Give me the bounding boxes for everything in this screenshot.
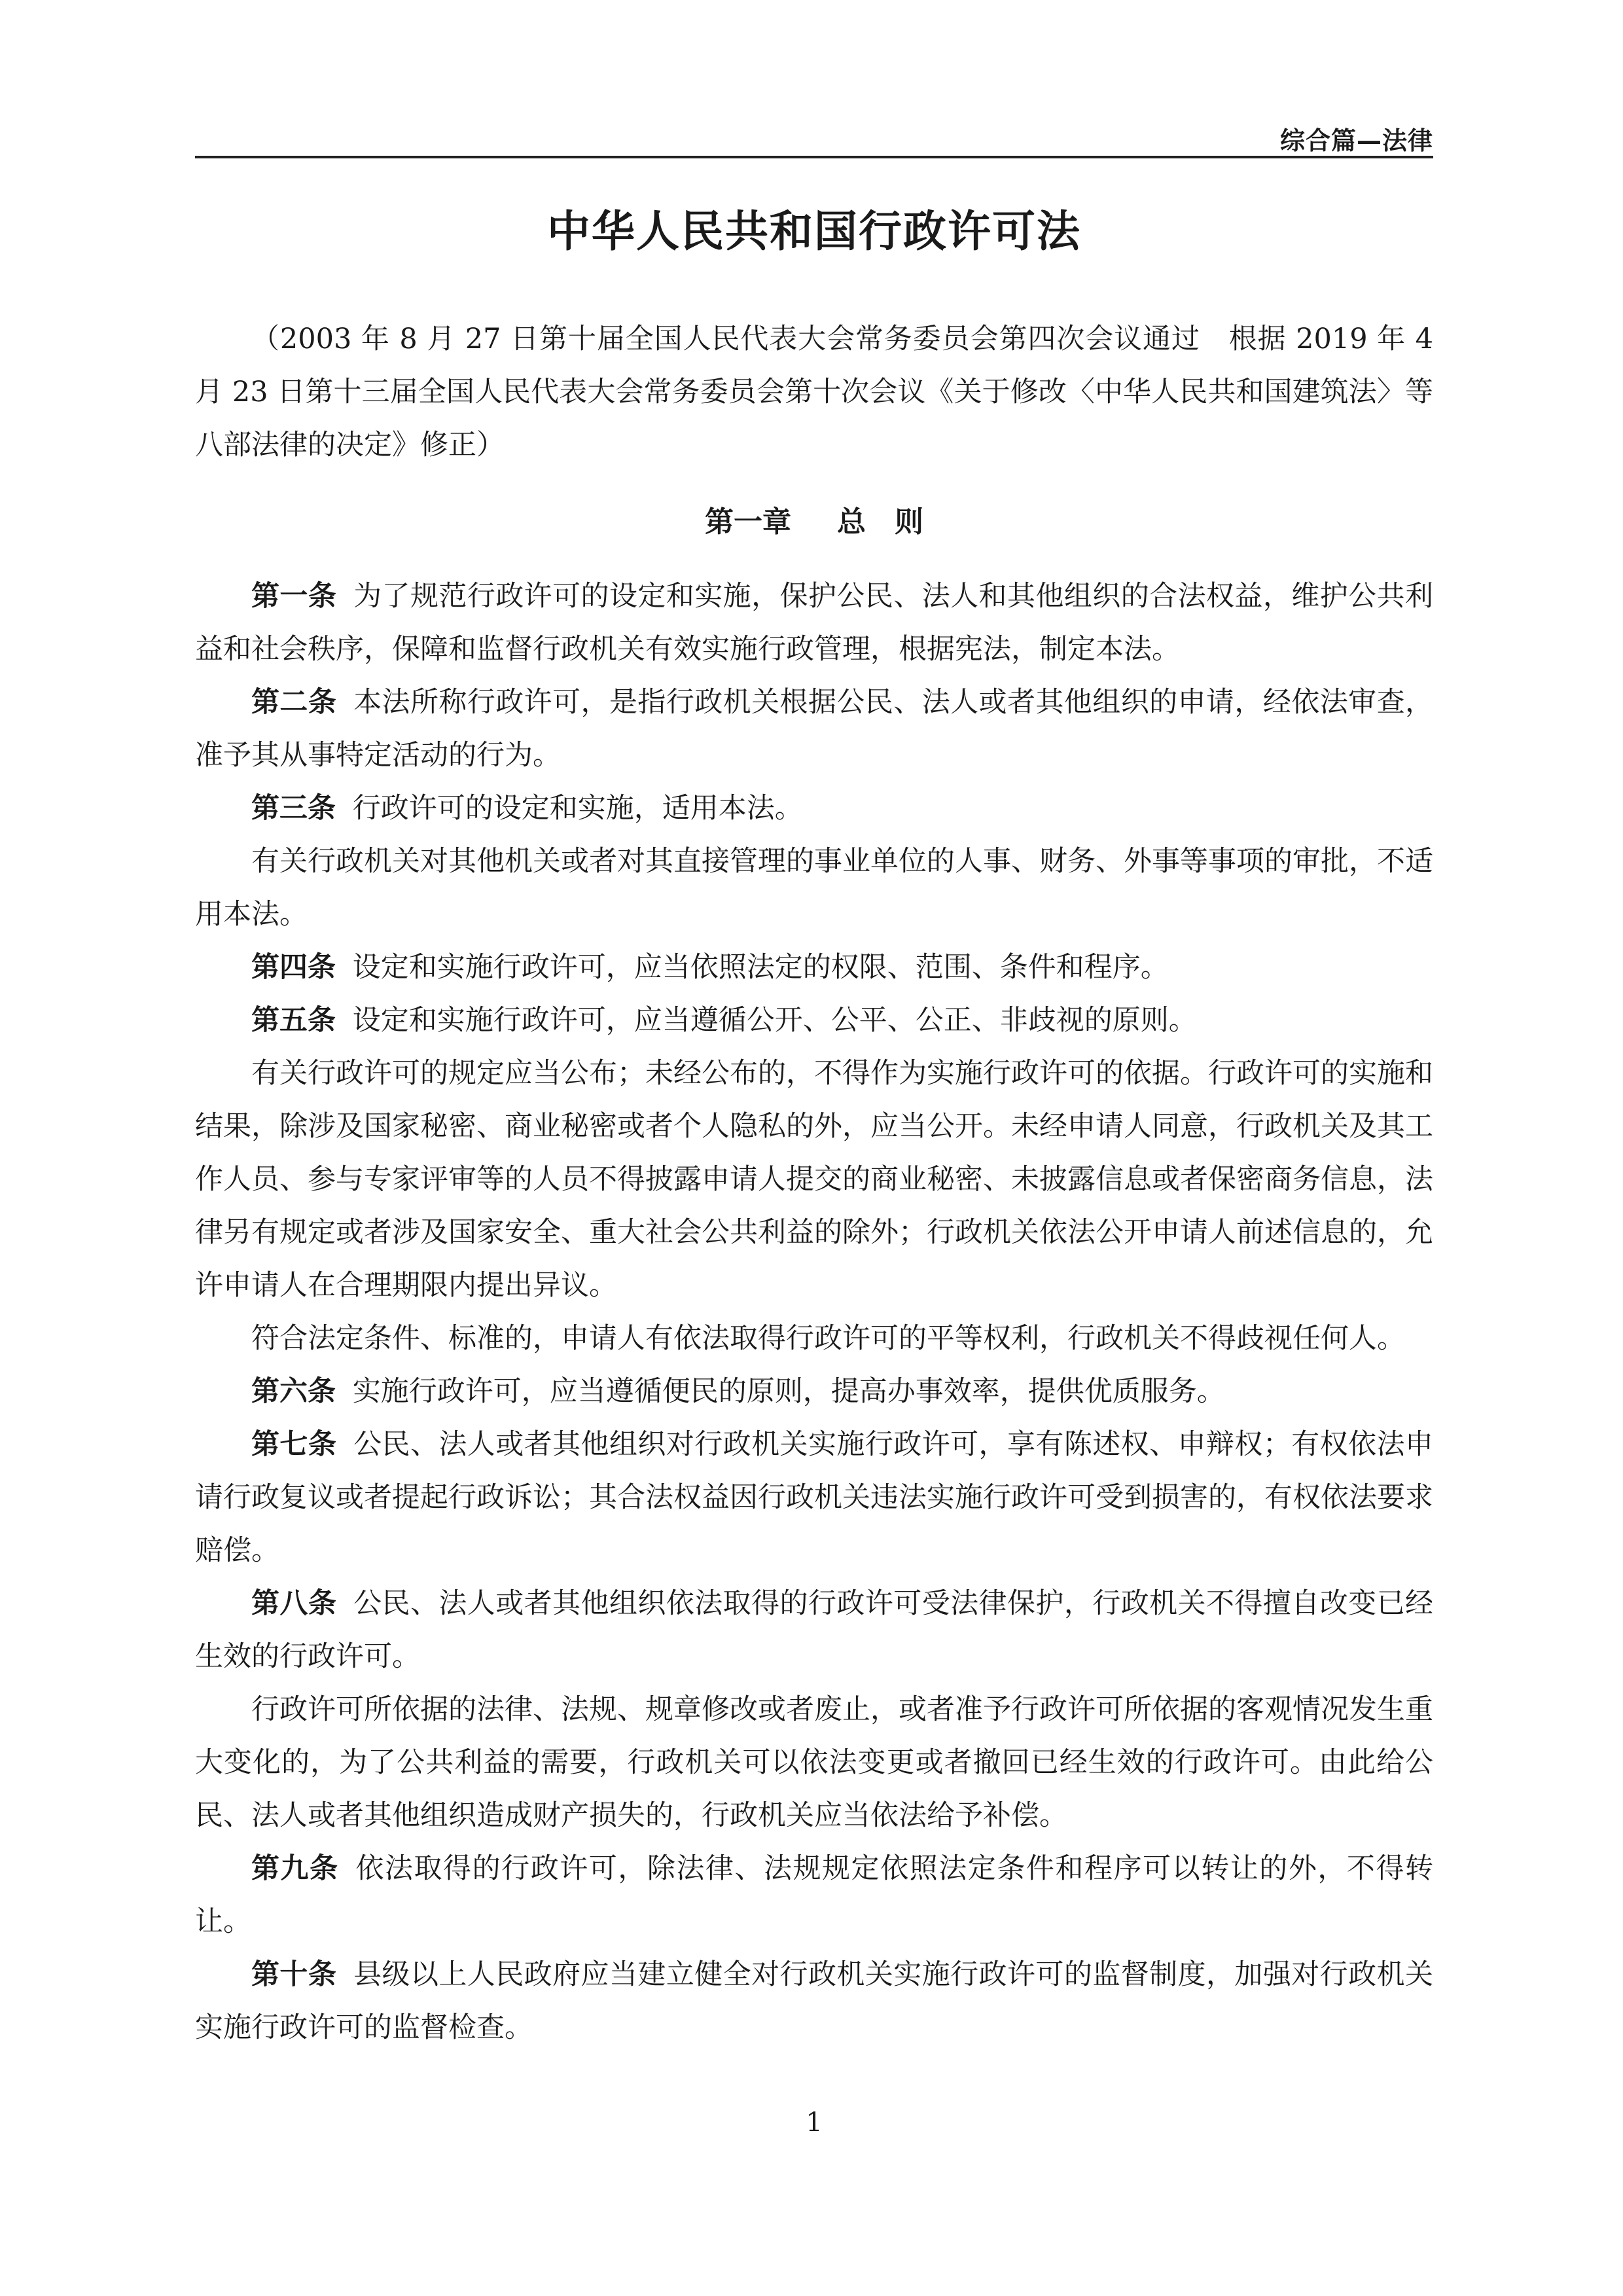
article-paragraph	[195, 1683, 1433, 1842]
article-text: 公民、法人或者其他组织对行政机关实施行政许可，享有陈述权、申辩权；有权依法申请行政复议或者提起行政诉讼；其合法权益因行政机关违法实施行政许可受到损害的，有权依法要求赔偿。	[195, 1428, 1434, 1567]
article-text: 本法所称行政许可，是指行政机关根据公民、法人或者其他组织的申请，经依法审查，准予其从事特定活动的行为。	[195, 686, 1434, 772]
document-body	[195, 313, 1433, 2054]
article-text: 行政许可的设定和实施，适用本法。	[352, 792, 803, 825]
article-text: 县级以上人民政府应当建立健全对行政机关实施行政许可的监督制度，加强对行政机关实施行政许可的监督检查。	[195, 1958, 1434, 2044]
article-paragraph	[195, 1047, 1433, 1312]
article-text: 设定和实施行政许可，应当依照法定的权限、范围、条件和程序。	[352, 951, 1169, 984]
chapter-number: 第一章	[705, 505, 791, 539]
article-paragraph	[195, 994, 1433, 1047]
article-paragraph	[195, 676, 1433, 782]
article-label: 第八条	[251, 1587, 337, 1620]
article-text: 有关行政许可的规定应当公布；未经公布的，不得作为实施行政许可的依据。行政许可的实施和结果，除涉及国家秘密、商业秘密或者个人隐私的外，应当公开。未经申请人同意，行政机关及其工作人员、参与专家评审等的人员不得披露申请人提交的商业秘密、未披露信息或者保密商务信息，法律另有规定或者涉及国家安全、重大社会公共利益的除外；行政机关依法公开申请人前述信息的，允许申请人在合理期限内提出异议。	[195, 1057, 1433, 1302]
article-text: 有关行政机关对其他机关或者对其直接管理的事业单位的人事、财务、外事等事项的审批，不适用本法。	[195, 845, 1433, 931]
article-label: 第六条	[251, 1375, 336, 1408]
article-label: 第三条	[251, 792, 336, 825]
article-paragraph	[195, 1365, 1433, 1418]
article-text: 依法取得的行政许可，除法律、法规规定依照法定条件和程序可以转让的外，不得转让。	[195, 1852, 1434, 1938]
article-label: 第四条	[251, 951, 336, 984]
article-text: 符合法定条件、标准的，申请人有依法取得行政许可的平等权利，行政机关不得歧视任何人。	[251, 1322, 1405, 1355]
article-text: 实施行政许可，应当遵循便民的原则，提高办事效率，提供优质服务。	[352, 1375, 1225, 1408]
article-list	[195, 570, 1433, 2054]
article-paragraph	[195, 835, 1433, 941]
article-label: 第十条	[251, 1958, 337, 1991]
chapter-heading	[195, 499, 1433, 545]
article-paragraph	[195, 1577, 1433, 1683]
article-text: 设定和实施行政许可，应当遵循公开、公平、公正、非歧视的原则。	[352, 1004, 1197, 1037]
article-paragraph	[195, 570, 1433, 676]
running-header	[195, 117, 1433, 158]
header-section-label: 综合篇—法律	[1279, 126, 1433, 155]
adoption-note: （2003 年 8 月 27 日第十届全国人民代表大会常务委员会第四次会议通过 根据 2019 年 4 月 23 日第十三届全国人民代表大会常务委员会第十次会议《关于修改〈中华人民共和国建筑法〉等八部法律的决定》修正）	[195, 323, 1433, 461]
article-paragraph	[195, 1842, 1433, 1948]
article-paragraph	[195, 941, 1433, 994]
article-label: 第七条	[251, 1428, 337, 1461]
article-text: 公民、法人或者其他组织依法取得的行政许可受法律保护，行政机关不得擅自改变已经生效的行政许可。	[195, 1587, 1434, 1673]
chapter-name: 总 则	[837, 505, 923, 539]
article-label: 第二条	[251, 686, 337, 719]
article-paragraph	[195, 1312, 1433, 1365]
article-label: 第五条	[251, 1004, 336, 1037]
document-title: 中华人民共和国行政许可法	[547, 206, 1081, 257]
article-label: 第一条	[251, 580, 337, 613]
article-paragraph	[195, 1418, 1433, 1577]
article-paragraph	[195, 782, 1433, 835]
article-label: 第九条	[251, 1852, 339, 1885]
article-paragraph	[195, 1948, 1433, 2054]
article-text: 行政许可所依据的法律、法规、规章修改或者废止，或者准予行政许可所依据的客观情况发生重大变化的，为了公共利益的需要，行政机关可以依法变更或者撤回已经生效的行政许可。由此给公民、法人或者其他组织造成财产损失的，行政机关应当依法给予补偿。	[195, 1693, 1433, 1832]
article-text: 为了规范行政许可的设定和实施，保护公民、法人和其他组织的合法权益，维护公共利益和社会秩序，保障和监督行政机关有效实施行政管理，根据宪法，制定本法。	[195, 580, 1434, 666]
page-number: 1	[806, 2108, 823, 2138]
